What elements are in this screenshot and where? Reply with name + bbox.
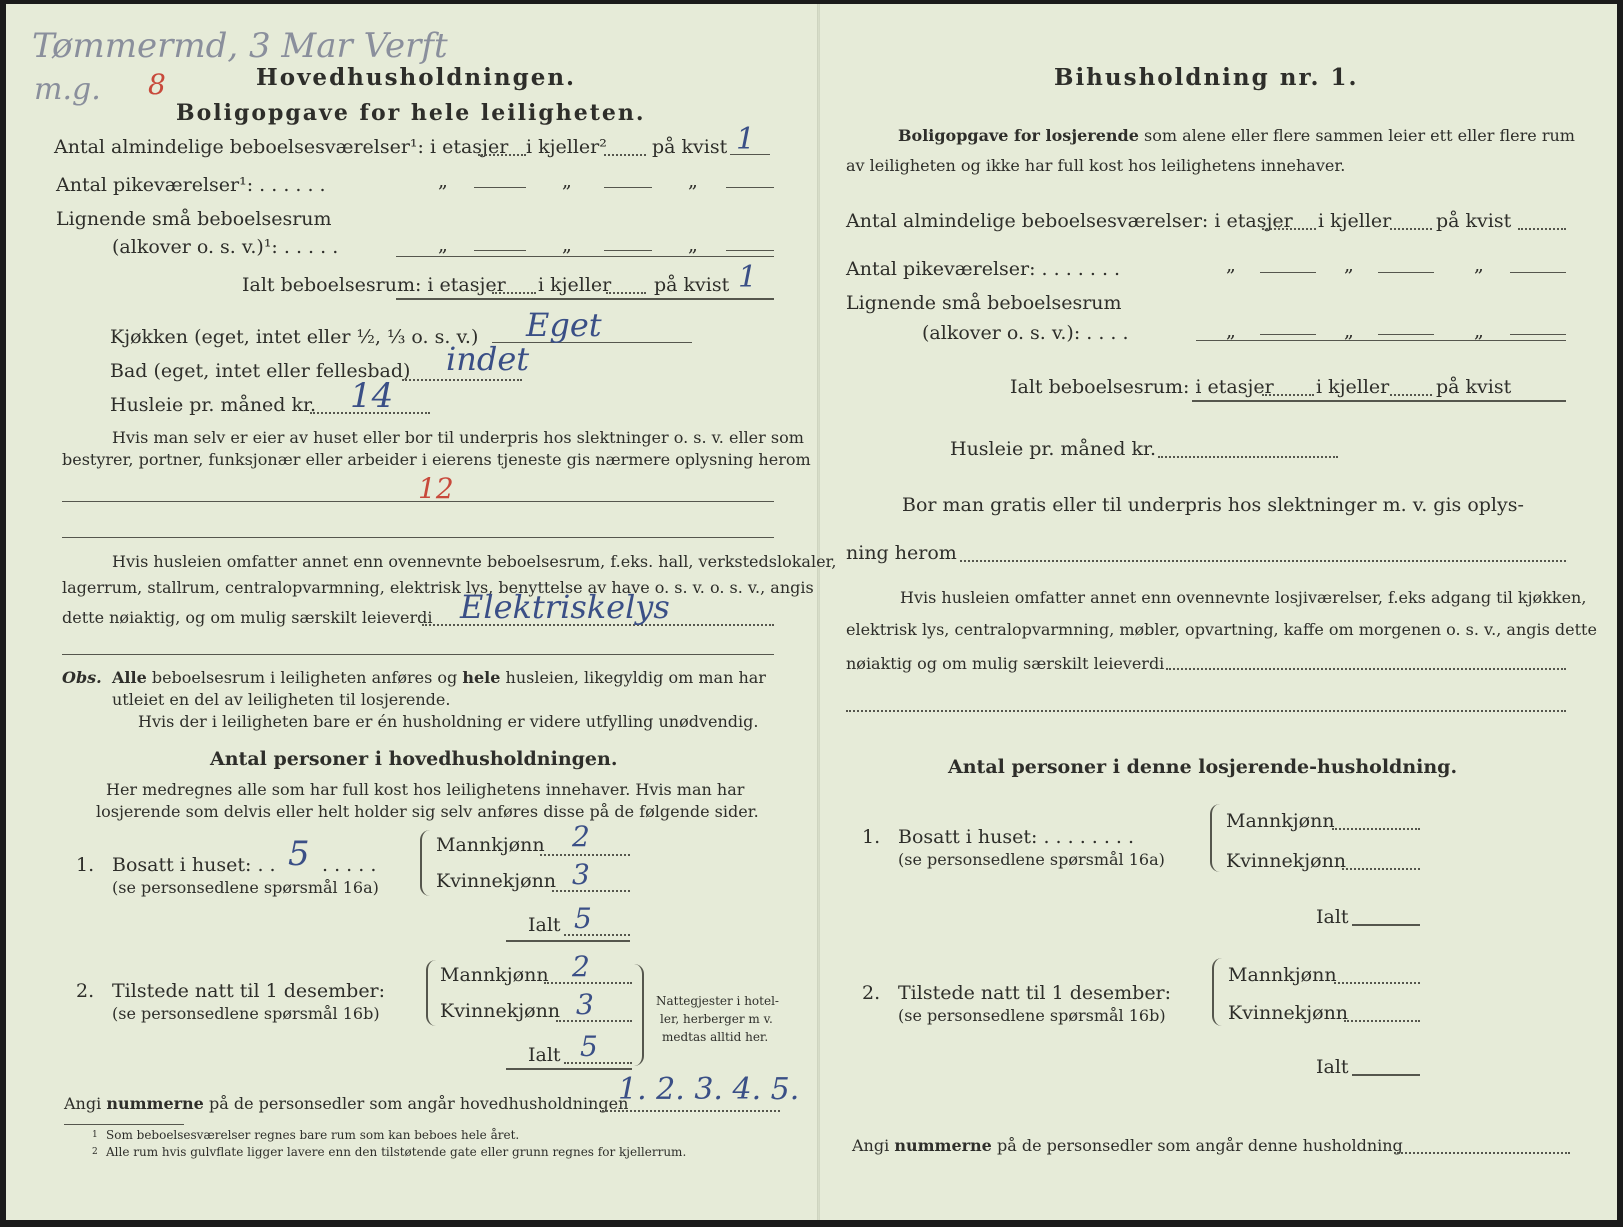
r-tilstede-ialt-label: Ialt (1316, 1056, 1349, 1078)
r-omfatter-field-2[interactable] (846, 710, 1566, 712)
r-alkover-label: (alkover o. s. v.): . . . . (922, 322, 1129, 344)
footnote-2: Alle rum hvis gulvflate ligger lavere enn den tilstøtende gate eller grunn regnes for kjellerrum. (106, 1145, 687, 1159)
tilstede-mann-label: Mannkjønn (440, 964, 549, 986)
obs-bold: hele (462, 668, 501, 687)
omfatter-text: Hvis husleien omfatter annet enn ovennevnte beboelsesrum, f.eks. hall, verkstedslokaler, (112, 552, 837, 571)
intro-text: av leiligheten og ikke har full kost hos leilighetens innehaver. (846, 156, 1346, 175)
bosatt-ialt-underline (506, 940, 630, 942)
bosatt-kvinne-field[interactable] (552, 890, 630, 892)
footnote-marker: 1 (92, 1130, 98, 1140)
persons-title: Antal personer i hovedhusholdningen. (210, 748, 618, 770)
pike-etasjer-field[interactable] (474, 187, 526, 188)
r-persons-title: Antal personer i denne losjerende-husholdning. (948, 756, 1458, 778)
obs-bold: Alle (112, 668, 147, 687)
angi-text: Angi (64, 1094, 102, 1113)
tilstede-kvinne-field[interactable] (556, 1020, 632, 1022)
omfatter-value: Elektriskelys (460, 588, 670, 626)
ialt-kvist-value: 1 (738, 260, 758, 295)
r-tilstede-label: Tilstede natt til 1 desember: (898, 982, 1172, 1004)
r-ialt-kvist-label: på kvist (1436, 376, 1512, 398)
r-tilstede-ialt-field[interactable] (1352, 1074, 1420, 1076)
r-tilstede-kvinne-label: Kvinnekjønn (1228, 1002, 1349, 1024)
r-rooms-kvist-field[interactable] (1518, 228, 1566, 230)
r-alkover-kvist-field[interactable] (1510, 334, 1566, 335)
r-alkover-etasjer-field[interactable] (1260, 334, 1316, 335)
bosatt-ialt-label: Ialt (528, 914, 561, 936)
obs-text: Hvis der i leiligheten bare er én husholdning er videre utfylling unødvendig. (138, 712, 759, 731)
bad-field[interactable] (402, 379, 522, 381)
page-title: Hovedhusholdningen. (256, 64, 577, 91)
bad-label: Bad (eget, intet eller fellesbad) (110, 360, 411, 382)
r-rooms-kjeller-label: i kjeller (1318, 210, 1392, 232)
angi-value: 1. 2. 3. 4. 5. (618, 1072, 800, 1107)
alkover-kvist-field[interactable] (726, 250, 774, 251)
rooms-kjeller-label: i kjeller² (526, 136, 607, 158)
r-bosatt-kvinne-field[interactable] (1342, 868, 1420, 870)
pike-kvist-field[interactable] (726, 187, 774, 188)
right-page-title: Bihusholdning nr. 1. (1054, 64, 1359, 91)
tilstede-kvinne-value: 3 (576, 988, 594, 1021)
r-angi-field[interactable] (1394, 1152, 1570, 1154)
page-subtitle: Boligopgave for hele leiligheten. (176, 100, 646, 126)
bosatt-mann-field[interactable] (540, 854, 630, 856)
r-tilstede-note: (se personsedlene spørsmål 16b) (898, 1006, 1166, 1025)
nattegjester-note: Nattegjester i hotel- (656, 994, 779, 1008)
bosatt-number: 1. (76, 854, 95, 876)
obs-text: utleiet en del av leiligheten til losjerende. (112, 690, 451, 709)
ialt-kjeller-label: i kjeller (538, 274, 612, 296)
angi-label (64, 1094, 628, 1113)
r-ialt-etasjer-field[interactable] (1262, 394, 1314, 396)
obs-label: Obs. (62, 668, 102, 687)
r-tilstede-number: 2. (862, 982, 881, 1004)
eier-field-line[interactable] (62, 501, 774, 502)
angi-bold: nummerne (106, 1094, 204, 1113)
eier-value: 12 (418, 472, 454, 505)
nattegjester-note: medtas alltid her. (662, 1030, 769, 1044)
pike-kjeller-field[interactable] (604, 187, 652, 188)
omfatter-field-line-2[interactable] (62, 654, 774, 655)
obs-text-part: husleien, likegyldig om man har (505, 668, 766, 687)
ditto-mark: „ (1226, 320, 1236, 342)
angi-text: på de personsedler som angår hovedhusholdningen (208, 1094, 629, 1113)
tilstede-ialt-value: 5 (580, 1030, 598, 1063)
bosatt-ialt-value: 5 (574, 902, 592, 935)
tilstede-mann-value: 2 (572, 950, 590, 983)
obs-text (112, 668, 766, 687)
bosatt-kvinne-value: 3 (572, 858, 590, 891)
pencil-annotation-mg: m.g. (34, 72, 101, 107)
nattegjester-note: ler, herberger m v. (660, 1012, 773, 1026)
r-rooms-label: Antal almindelige beboelsesværelser: i etasjer (846, 210, 1293, 232)
r-omfatter-text: nøiaktig og om mulig særskilt leieverdi (846, 654, 1165, 673)
angi-field[interactable] (602, 1110, 780, 1112)
tilstede-ialt-underline (506, 1068, 632, 1070)
r-bosatt-ialt-label: Ialt (1316, 906, 1349, 928)
intro-text (898, 126, 1575, 145)
ditto-mark: „ (438, 170, 448, 192)
r-bosatt-label: Bosatt i huset: . . . . . . . . (898, 826, 1135, 848)
bad-value: indet (446, 340, 530, 378)
r-husleie-label: Husleie pr. måned kr. (950, 438, 1157, 460)
r-tilstede-kvinne-field[interactable] (1344, 1020, 1420, 1022)
pike-label: Antal pikeværelser¹: . . . . . . (56, 174, 326, 196)
r-bosatt-ialt-field[interactable] (1352, 924, 1420, 926)
eier-text: bestyrer, portner, funksjonær eller arbeider i eierens tjeneste gis nærmere oplysning herom (62, 450, 811, 469)
tilstede-label: Tilstede natt til 1 desember: (112, 980, 386, 1002)
r-lignende-label: Lignende små beboelsesrum (846, 292, 1122, 314)
ditto-mark: „ (1344, 254, 1354, 276)
r-pike-kjeller-field[interactable] (1378, 272, 1434, 273)
footnote-rule (64, 1124, 184, 1125)
r-ialt-kjeller-field[interactable] (1390, 394, 1432, 396)
alkover-label: (alkover o. s. v.)¹: . . . . . (112, 236, 339, 258)
lignende-label: Lignende små beboelsesrum (56, 208, 332, 230)
bosatt-brace (420, 830, 432, 896)
rooms-etasjer-field[interactable] (478, 154, 526, 156)
rooms-label: Antal almindelige beboelsesværelser¹: i etasjer (54, 136, 509, 158)
bosatt-dots: . . . . . (322, 854, 377, 876)
rooms-kvist-label: på kvist (652, 136, 728, 158)
r-rooms-kvist-label: på kvist (1436, 210, 1512, 232)
red-annotation-number: 8 (148, 68, 166, 101)
r-tilstede-brace (1212, 958, 1224, 1026)
tilstede-kvinne-label: Kvinnekjønn (440, 1000, 561, 1022)
ditto-mark: „ (562, 234, 572, 256)
pencil-annotation-occupation: Tømmermd, 3 Mar Verft (32, 26, 448, 66)
page-fold (817, 4, 820, 1220)
ditto-mark: „ (1474, 320, 1484, 342)
r-angi-text: Angi (852, 1136, 890, 1155)
ditto-mark: „ (1474, 254, 1484, 276)
r-sum-rule (1196, 340, 1566, 341)
ditto-mark: „ (1226, 254, 1236, 276)
ialt-underline (396, 298, 774, 300)
omfatter-text: dette nøiaktig, og om mulig særskilt leieverdi (62, 608, 433, 627)
tilstede-brace (426, 960, 438, 1026)
r-rooms-kjeller-field[interactable] (1390, 228, 1432, 230)
r-tilstede-mann-label: Mannkjønn (1228, 964, 1337, 986)
ialt-rooms-label: Ialt beboelsesrum: i etasjer (242, 274, 506, 296)
r-bosatt-mann-field[interactable] (1332, 828, 1420, 830)
r-tilstede-mann-field[interactable] (1334, 982, 1420, 984)
persons-text: losjerende som delvis eller helt holder sig selv anføres disse på de følgende sider. (96, 802, 759, 821)
r-pike-kvist-field[interactable] (1510, 272, 1566, 273)
r-angi-label (852, 1136, 1403, 1155)
tilstede-ialt-field[interactable] (564, 1062, 632, 1064)
r-bosatt-mann-label: Mannkjønn (1226, 810, 1335, 832)
kjokken-label: Kjøkken (eget, intet eller ½, ⅓ o. s. v.) (110, 326, 479, 348)
ditto-mark: „ (688, 170, 698, 192)
rooms-kvist-value: 1 (736, 122, 756, 157)
census-form-sheet (6, 4, 1617, 1220)
intro-text-part: som alene eller flere sammen leier ett eller flere rum (1143, 126, 1575, 145)
r-ialt-underline (1192, 400, 1566, 402)
r-rooms-etasjer-field[interactable] (1262, 228, 1316, 230)
ditto-mark: „ (562, 170, 572, 192)
bosatt-note: (se personsedlene spørsmål 16a) (112, 878, 379, 897)
r-omfatter-text: Hvis husleien omfatter annet enn ovennevnte losjiværelser, f.eks adgang til kjøkken, (900, 588, 1587, 607)
r-pike-label: Antal pikeværelser: . . . . . . . (846, 258, 1121, 280)
obs-text-part: beboelsesrum i leiligheten anføres og (151, 668, 458, 687)
kjokken-value: Eget (526, 306, 602, 344)
r-gratis-field[interactable] (960, 560, 1566, 562)
tilstede-ialt-label: Ialt (528, 1044, 561, 1066)
r-angi-text: på de personsedler som angår denne husholdning (996, 1136, 1403, 1155)
husleie-label: Husleie pr. måned kr. (110, 394, 317, 416)
bosatt-kvinne-label: Kvinnekjønn (436, 870, 557, 892)
ialt-kjeller-field[interactable] (606, 292, 646, 294)
intro-bold: Boligopgave for losjerende (898, 126, 1139, 145)
husleie-value: 14 (350, 376, 394, 416)
r-pike-etasjer-field[interactable] (1260, 272, 1316, 273)
r-gratis-text: Bor man gratis eller til underpris hos slektninger m. v. gis oplys- (902, 494, 1524, 516)
ialt-etasjer-field[interactable] (492, 292, 536, 294)
r-husleie-field[interactable] (1158, 456, 1338, 458)
r-ialt-label: Ialt beboelsesrum: i etasjer (1010, 376, 1274, 398)
eier-field-line-2[interactable] (62, 537, 774, 538)
r-omfatter-text: elektrisk lys, centralopvarmning, møbler, opvartning, kaffe om morgenen o. s. v., angis dette (846, 620, 1597, 639)
footnote-1: Som beboelsesværelser regnes bare rum som kan beboes hele året. (106, 1128, 520, 1142)
r-bosatt-number: 1. (862, 826, 881, 848)
r-ialt-kjeller-label: i kjeller (1316, 376, 1390, 398)
ditto-mark: „ (1344, 320, 1354, 342)
r-omfatter-field[interactable] (1166, 668, 1566, 670)
ditto-mark: „ (688, 234, 698, 256)
r-gratis-text: ning herom (846, 542, 957, 564)
eier-text: Hvis man selv er eier av huset eller bor til underpris hos slektninger o. s. v. eller som (112, 428, 804, 447)
omfatter-text: lagerrum, stallrum, centralopvarmning, elektrisk lys, benyttelse av have o. s. v. o. s. v., angis (62, 578, 814, 597)
r-angi-bold: nummerne (894, 1136, 992, 1155)
alkover-kjeller-field[interactable] (604, 250, 652, 251)
tilstede-number: 2. (76, 980, 95, 1002)
r-bosatt-note: (se personsedlene spørsmål 16a) (898, 850, 1165, 869)
nattegjester-brace (632, 964, 644, 1066)
ialt-kvist-label: på kvist (654, 274, 730, 296)
r-alkover-kjeller-field[interactable] (1378, 334, 1434, 335)
tilstede-note: (se personsedlene spørsmål 16b) (112, 1004, 380, 1023)
bosatt-mann-value: 2 (572, 820, 590, 853)
persons-text: Her medregnes alle som har full kost hos leilighetens innehaver. Hvis man har (106, 780, 745, 799)
footnote-marker: 2 (92, 1147, 98, 1157)
ditto-mark: „ (438, 234, 448, 256)
sum-rule (396, 256, 774, 257)
rooms-kjeller-field[interactable] (604, 154, 646, 156)
bosatt-mann-label: Mannkjønn (436, 834, 545, 856)
r-bosatt-kvinne-label: Kvinnekjønn (1226, 850, 1347, 872)
bosatt-label: Bosatt i huset: . . (112, 854, 276, 876)
alkover-etasjer-field[interactable] (474, 250, 526, 251)
bosatt-value: 5 (288, 834, 310, 874)
r-bosatt-brace (1210, 804, 1222, 872)
